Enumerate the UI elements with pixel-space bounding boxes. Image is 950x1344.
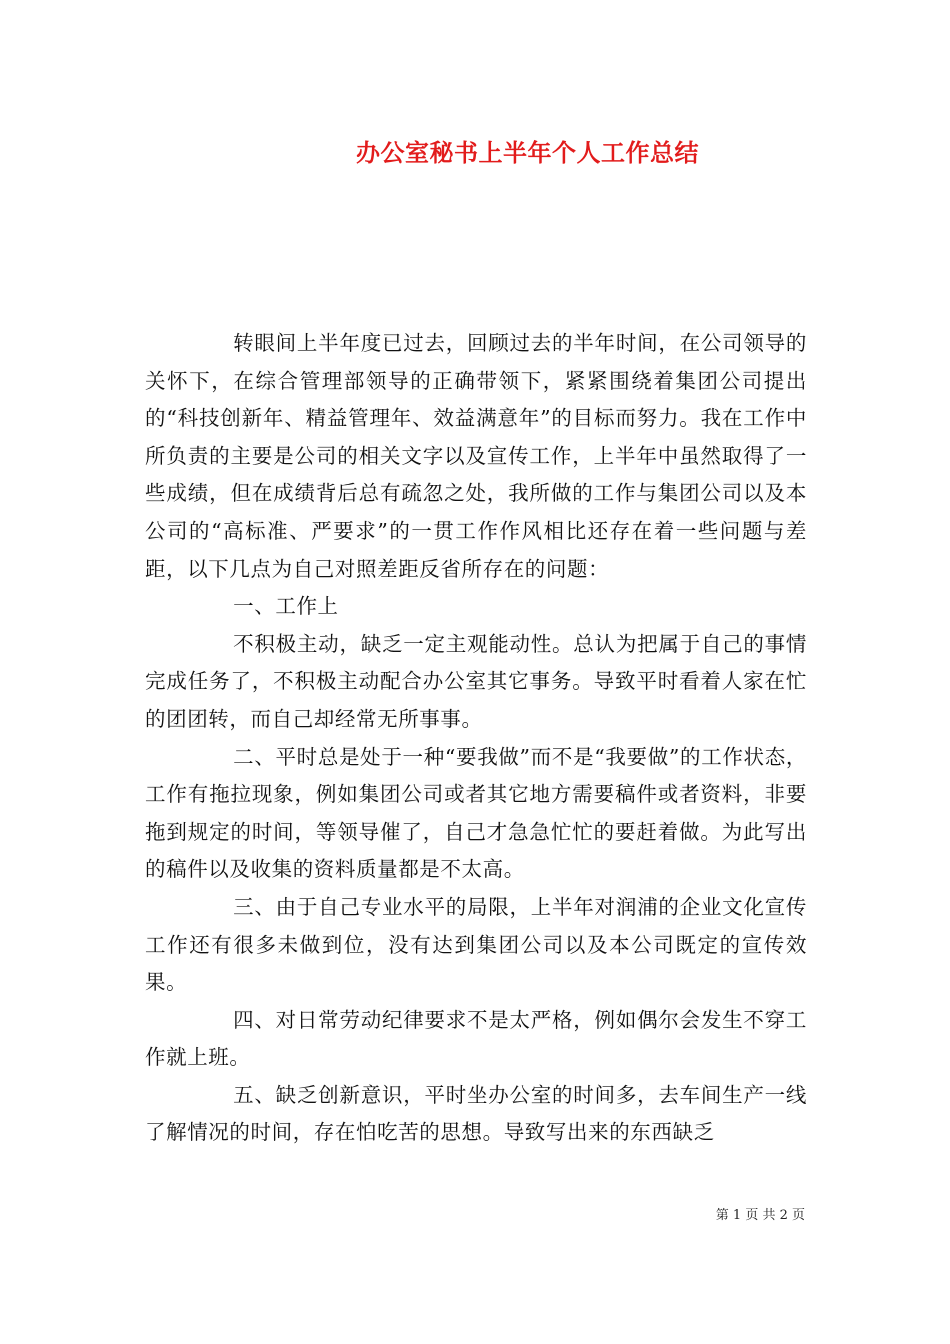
paragraph-point-4: 四、对日常劳动纪律要求不是太严格，例如偶尔会发生不穿工作就上班。 — [145, 1007, 807, 1070]
page-number: 第 1 页 共 2 页 — [715, 1208, 805, 1223]
document-body — [145, 325, 807, 1152]
paragraph-intro: 转眼间上半年度已过去，回顾过去的半年时间，在公司领导的关怀下，在综合管理部领导的正确带领下，紧紧围绕着集团公司提出的“科技创新年、精益管理年、效益满意年”的目标而努力。我在工作中所负责的主要是公司的相关文字以及宣传工作，上半年中虽然取得了一些成绩，但在成绩背后总有疏忽之处，我所做的工作与集团公司以及本公司的“高标准、严要求”的一贯工作作风相比还存在着一些问题与差距，以下几点为自己对照差距反省所存在的问题： — [145, 331, 807, 581]
document-title: 办公室秘书上半年个人工作总结 — [356, 138, 699, 167]
paragraph-point-5: 五、缺乏创新意识，平时坐办公室的时间多，去车间生产一线了解情况的时间，存在怕吃苦的思想。导致写出来的东西缺乏 — [145, 1082, 807, 1145]
paragraph-point-1: 不积极主动，缺乏一定主观能动性。总认为把属于自己的事情完成任务了，不积极主动配合办公室其它事务。导致平时看着人家在忙的团团转，而自己却经常无所事事。 — [145, 631, 807, 731]
paragraph-point-2: 二、平时总是处于一种“要我做”而不是“我要做”的工作状态，工作有拖拉现象，例如集团公司或者其它地方需要稿件或者资料，非要拖到规定的时间，等领导催了，自己才急急忙忙的要赶着做。为此写出的稿件以及收集的资料质量都是不太高。 — [145, 744, 807, 882]
section-heading-work: 一、工作上 — [233, 594, 339, 619]
paragraph-point-3: 三、由于自己专业水平的局限，上半年对润浦的企业文化宣传工作还有很多未做到位，没有达到集团公司以及本公司既定的宣传效果。 — [145, 894, 807, 995]
